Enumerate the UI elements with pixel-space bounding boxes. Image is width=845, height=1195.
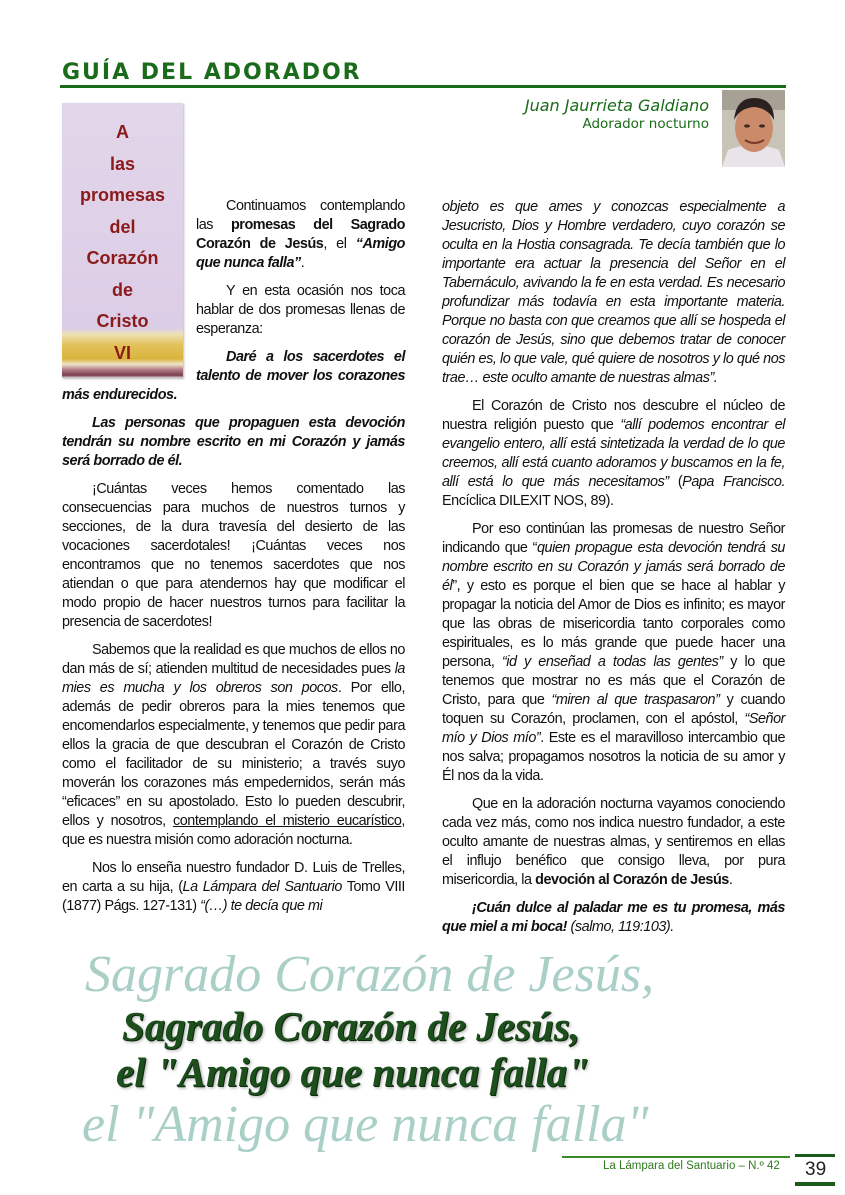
text-run: La Lámpara del Santuario — [182, 879, 342, 895]
text-run: ( — [668, 474, 683, 490]
text-run: ”, y esto es porque el bien que se hace al hablar y propagar la noticia del Amor de Dios es infinito; es mayor que las obras de misericordia tanto corporales como espirituales, es lo más grande que puede hacer una persona, — [442, 578, 785, 670]
banner-ghost-line-2: el "Amigo que nunca falla" — [82, 1096, 649, 1153]
body-paragraph — [442, 899, 785, 937]
text-run: devoción al Corazón de Jesús — [535, 872, 729, 888]
page-number: 39 — [805, 1159, 827, 1180]
page-number-bar-top — [795, 1154, 835, 1157]
banner-ghost-line-1: Sagrado Corazón de Jesús, — [85, 946, 655, 1003]
author-role: Adorador nocturno — [582, 116, 709, 132]
text-run: ¡Cuántas veces hemos comentado las consecuencias para muchos de nuestros turnos y secciones, de la dura travesía del desierto de las vocaciones sacerdotales! ¡Cuántas veces nos encontramos que no tenemos sacerdotes que nos atiendan o que para atendernos hay que modificar el modo propio de hacer nuestros turnos para facilitar la presencia de sacerdotes! — [62, 481, 405, 630]
banner-title-line-2: el "Amigo que nunca falla" — [116, 1049, 590, 1095]
author-photo — [722, 90, 785, 167]
series-title-box — [62, 103, 183, 378]
text-run: y cuando toquen su Corazón, proclamen, con el apóstol, — [442, 692, 785, 727]
text-run: contemplando el misterio eucarístico — [172, 813, 402, 829]
text-run: ¡Cuán dulce al paladar me es tu promesa, más que miel a mi boca! — [442, 900, 785, 935]
text-run: promesas del Sagrado Corazón de Jesús — [196, 217, 405, 252]
body-paragraph — [442, 397, 785, 511]
text-run: Daré a los sacerdotes el talento de mover los corazones más endurecidos. — [62, 349, 405, 403]
text-run: “Señor mío y Dios mío” — [442, 711, 785, 746]
body-paragraph — [62, 480, 405, 632]
text-run: “Amigo que nunca falla” — [196, 236, 405, 271]
series-title-line: de — [111, 279, 133, 300]
text-run: Tomo VIII (1877) Págs. 127-131) — [62, 879, 405, 914]
author-portrait-icon — [722, 90, 785, 167]
text-run: “miren al que traspasaron” — [551, 692, 720, 708]
banner-title-line-1: Sagrado Corazón de Jesús, — [122, 1003, 580, 1049]
series-title-line: Cristo — [96, 311, 149, 331]
body-paragraph — [442, 198, 785, 388]
text-run: Continuamos contemplando las — [196, 198, 405, 233]
text-run: , que es nuestra misión como adoración nocturna. — [62, 813, 405, 848]
footer-rule — [562, 1156, 790, 1158]
text-run: . — [300, 255, 305, 271]
author-byline — [525, 96, 709, 132]
text-run: Y en esta ocasión nos toca hablar de dos promesas llenas de esperanza: — [196, 283, 405, 337]
text-run: , el — [323, 236, 356, 252]
author-name: Juan Jaurrieta Galdiano — [524, 96, 709, 115]
text-run: (salmo, 119:103). — [567, 919, 674, 935]
series-title-line: VI — [113, 342, 131, 363]
page-number-bar-bottom — [795, 1182, 835, 1186]
text-run: Que en la adoración nocturna vayamos conociendo cada vez más, como nos indica nuestro fundador, a este oculto amante de nuestras almas, y sentiremos en ellas el influjo benéfico que consigo lleva, por pura misericordia, la — [442, 796, 785, 888]
body-paragraph — [62, 414, 405, 471]
text-run: Sabemos que la realidad es que muchos de ellos no dan más de sí; atienden multitud de necesidades pues — [62, 642, 405, 677]
text-run: “id y enseñad a todas las gentes” — [501, 654, 723, 670]
body-paragraph — [62, 641, 405, 850]
series-title-line: promesas — [79, 185, 166, 205]
series-title-line: A — [116, 122, 129, 142]
text-run: objeto es que ames y conozcas especialmente a Jesucristo, Dios y Hombre verdadero, cuyo corazón se oculta en la Hostia consagrada. Te decía también que lo importante era actuar la presencia del Señor en el Tabernáculo, avivando la fe en esta verdad. Es necesario profundizar más todavía en esta importante materia. Porque no basta con que creamos que allí se hospeda el corazón de Jesús, sino que debemos tratar de conocer quién es, lo que vale, qué quiere de nosotros y lo qué nos trae… este oculto amante de nuestras almas”. — [442, 199, 785, 386]
text-run: “allí podemos encontrar el evangelio entero, allí está sintetizada la verdad de lo que creemos, allí está cuanto adoramos y buscamos en la fe, allí está lo que más necesitamos” — [442, 417, 785, 490]
series-title-line: las — [109, 153, 136, 174]
text-run: quien propague esta devoción tendrá su nombre escrito en su Corazón y jamás será borrado de él — [442, 540, 785, 594]
series-title-line: Corazón — [86, 248, 159, 268]
text-run: El Corazón de Cristo nos descubre el núcleo de nuestra religión puesto que — [442, 398, 785, 433]
text-run: Papa Francisco. — [682, 474, 785, 490]
publication-name: La Lámpara del Santuario – N.º 42 — [603, 1160, 780, 1172]
body-paragraph — [62, 859, 405, 916]
body-paragraph — [442, 795, 785, 890]
section-title: GUÍA DEL ADORADOR — [62, 60, 362, 85]
text-run: Nos lo enseña nuestro fundador D. Luis de Trelles, en carta a su hija, ( — [62, 860, 405, 895]
series-title — [62, 117, 183, 369]
text-run: la mies es mucha y los obreros son pocos — [62, 661, 405, 696]
text-run: “(…) te decía que mi — [200, 898, 323, 914]
text-run: . Este es el maravilloso intercambio que nos salva; propagamos nosotros la noticia de su amor y Él nos da la vida. — [442, 730, 785, 784]
text-run: . Por ello, además de pedir obreros para la mies tenemos que encomendarlos especialmente, y tenemos que pedir para ellos la gracia de que descubran el Corazón de Cristo como el facilitador de su ministerio; a través suyo moverán los corazones más empedernidos, serán más “eficaces” en su apostolado. Esto lo pueden descubrir, ellos y nosotros, — [62, 680, 405, 829]
text-run: Las personas que propaguen esta devoción tendrán su nombre escrito en mi Corazón y jamás será borrado de él. — [62, 415, 405, 469]
text-run: Por eso continúan las promesas de nuestro Señor indicando que “ — [442, 521, 785, 556]
left-column — [62, 103, 405, 925]
text-run: Encíclica DILEXIT NOS, 89). — [442, 493, 614, 509]
text-run: y lo que tenemos que mostrar no es más que el Corazón de Cristo, para que — [442, 654, 785, 708]
body-paragraph — [442, 520, 785, 786]
series-title-line: del — [109, 216, 136, 237]
text-run: . — [728, 872, 733, 888]
right-column — [442, 198, 785, 946]
header-rule — [60, 85, 786, 88]
